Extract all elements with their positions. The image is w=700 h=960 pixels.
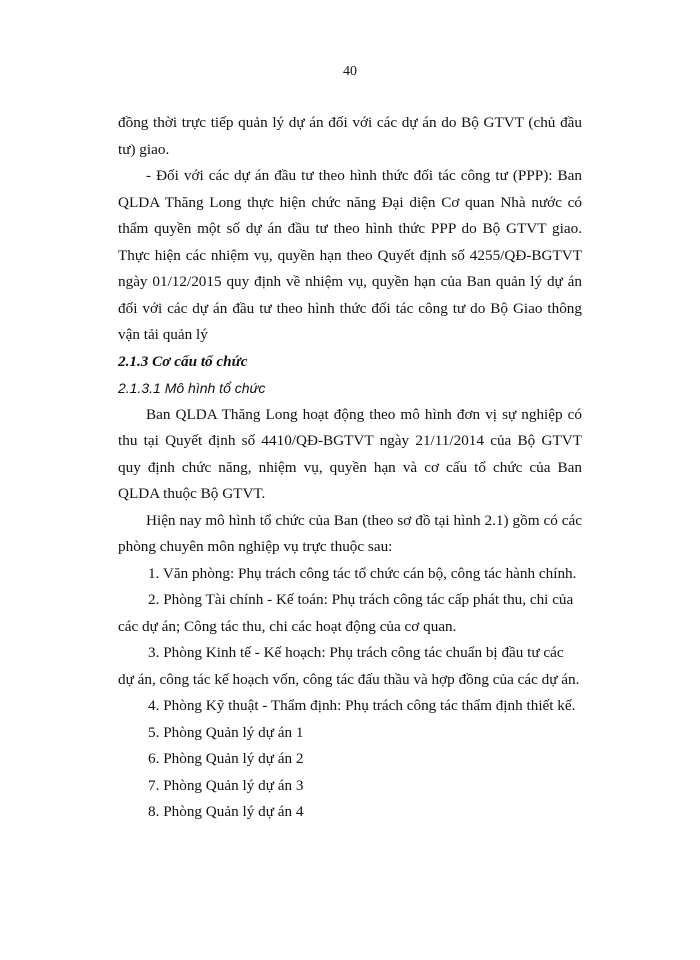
paragraph-continuation: đồng thời trực tiếp quản lý dự án đối với các dự án do Bộ GTVT (chủ đầu tư) giao. — [118, 114, 582, 158]
list-item-8: 8. Phòng Quản lý dự án 4 — [148, 803, 304, 820]
list-item-2: 2. Phòng Tài chính - Kế toán: Phụ trách công tác cấp phát thu, chi của các dự án; Công tác thu, chi các hoạt động của cơ quan. — [118, 591, 574, 635]
paragraph-ppp: - Đối với các dự án đầu tư theo hình thức đối tác công tư (PPP): Ban QLDA Thăng Long thực hiện chức năng Đại diện Cơ quan Nhà nước có thẩm quyền một số dự án đầu tư theo hình thức PPP do Bộ GTVT giao. Thực hiện các nhiệm vụ, quyền hạn theo Quyết định số 4255/QĐ-BGTVT ngày 01/12/2015 quy định về nhiệm vụ, quyền hạn của Ban quản lý dự án đối với các dự án đầu tư theo hình thức đối tác công tư do Bộ Giao thông vận tải quản lý — [118, 167, 582, 343]
list-item-7: 7. Phòng Quản lý dự án 3 — [148, 776, 304, 794]
list-item-4: 4. Phòng Kỹ thuật - Thẩm định: Phụ trách công tác thẩm định thiết kế. — [148, 697, 576, 714]
list-item-3: 3. Phòng Kinh tế - Kế hoạch: Phụ trách công tác chuẩn bị đầu tư các dự án, công tác kế hoạch vốn, công tác đấu thầu và hợp đồng của các dự án. — [118, 644, 580, 688]
paragraph-departments-intro: Hiện nay mô hình tổ chức của Ban (theo sơ đồ tại hình 2.1) gồm có các phòng chuyên môn nghiệp vụ trực thuộc sau: — [118, 511, 582, 555]
subsection-heading-2-1-3-1: 2.1.3.1 Mô hình tổ chức — [118, 380, 266, 396]
list-item-5: 5. Phòng Quản lý dự án 1 — [148, 723, 304, 741]
list-item-1: 1. Văn phòng: Phụ trách công tác tổ chức cán bộ, công tác hành chính. — [148, 564, 577, 582]
section-heading-2-1-3: 2.1.3 Cơ cấu tổ chức — [118, 352, 248, 370]
paragraph-org-model: Ban QLDA Thăng Long hoạt động theo mô hình đơn vị sự nghiệp có thu tại Quyết định số 4410/QĐ-BGTVT ngày 21/11/2014 của Bộ GTVT quy định chức năng, nhiệm vụ, quyền hạn và cơ cấu tổ chức của Ban QLDA thuộc Bộ GTVT. — [118, 405, 582, 502]
page-number: 40 — [343, 64, 357, 79]
list-item-6: 6. Phòng Quản lý dự án 2 — [148, 750, 304, 767]
document-body — [118, 110, 582, 826]
